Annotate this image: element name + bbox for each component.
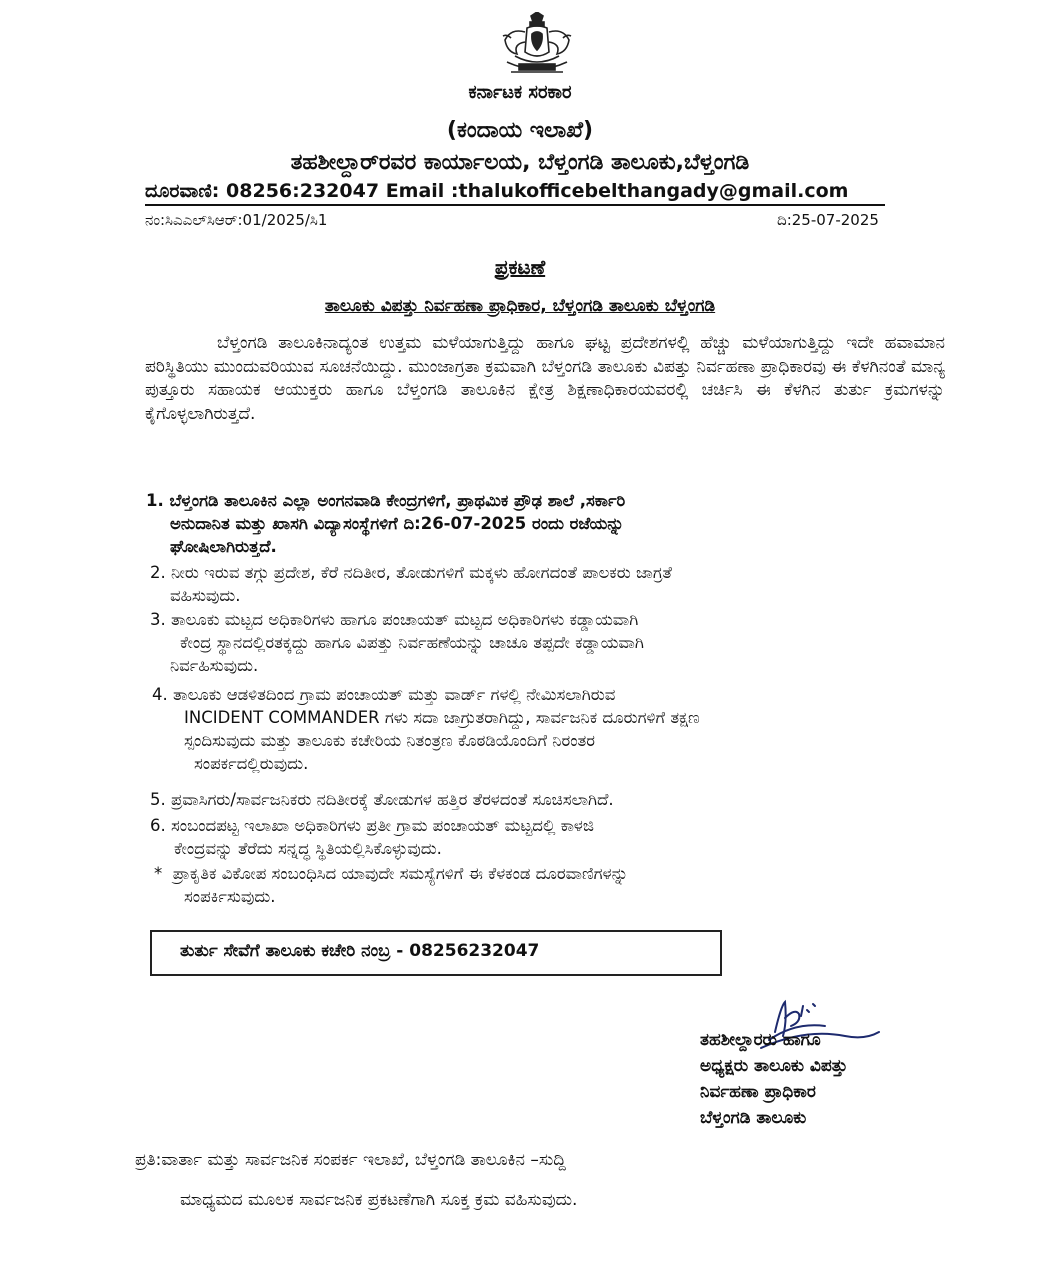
phone-number: 08256:232047	[226, 180, 380, 202]
emergency-contact-text: ತುರ್ತು ಸೇವೆಗೆ ತಾಲೂಕು ಕಚೇರಿ ನಂಬ್ರ - 08256232047	[180, 941, 540, 961]
item-line: ತಾಲೂಕು ಆಡಳಿತದಿಂದ ಗ್ರಾಮ ಪಂಚಾಯತ್ ಮತ್ತು ವಾರ್ಡ್ ಗಳಲ್ಲಿ ನೇಮಿಸಲಾಗಿರುವ	[173, 685, 616, 704]
header-divider	[145, 204, 885, 206]
item-number: 1.	[146, 491, 164, 510]
item-line: ಅನುದಾನಿತ ಮತ್ತು ಖಾಸಗಿ ವಿದ್ಯಾಸಂಸ್ಥೆಗಳಿಗೆ ದಿ:26-07-2025 ರಂದು ರಜೆಯನ್ನು	[170, 514, 624, 533]
item-line: ಸಂಪರ್ಕಿಸುವುದು.	[184, 887, 276, 906]
contact-line	[145, 180, 848, 202]
reference-number: ನಂ:ಸಿಎಎಲ್‌ಸಿಆರ್:01/2025/ಸಿ1	[145, 211, 328, 229]
item-line: ಬೆಳ್ತಂಗಡಿ ತಾಲೂಕಿನ ಎಲ್ಲಾ ಅಂಗನವಾಡಿ ಕೇಂದ್ರಗಳಿಗೆ, ಪ್ರಾಥಮಿಕ ಪ್ರೌಢ ಶಾಲೆ ,ಸರ್ಕಾರಿ	[169, 491, 626, 510]
signatory-line: ಬೆಳ್ತಂಗಡಿ ತಾಲೂಕು	[700, 1108, 807, 1128]
item-line: ಪ್ರವಾಸಿಗರು/ಸಾರ್ವಜನಿಕರು ನದಿತೀರಕ್ಕೆ ತೋಡುಗಳ ಹತ್ತಿರ ತೆರಳದಂತೆ ಸೂಚಿಸಲಾಗಿದೆ.	[171, 790, 614, 809]
list-item	[152, 683, 700, 775]
item-number: *	[154, 864, 163, 883]
list-item	[146, 489, 625, 558]
email-address: thalukofficebelthangady@gmail.com	[458, 180, 849, 202]
item-line: ಕೇಂದ್ರ ಸ್ಥಾನದಲ್ಲಿರತಕ್ಕದ್ದು ಹಾಗೂ ವಿಪತ್ತು ನಿರ್ವಹಣೆಯನ್ನು ಚಾಚೂ ತಪ್ಪದೇ ಕಡ್ಡಾಯವಾಗಿ	[180, 633, 644, 652]
item-line: ನೀರು ಇರುವ ತಗ್ಗು ಪ್ರದೇಶ, ಕೆರೆ ನದಿತೀರ, ತೋಡುಗಳಿಗೆ ಮಕ್ಕಳು ಹೋಗದಂತೆ ಪಾಲಕರು ಜಾಗ್ರತೆ	[171, 563, 672, 582]
item-number: 5.	[150, 790, 166, 809]
item-line: ತಾಲೂಕು ಮಟ್ಟದ ಅಧಿಕಾರಿಗಳು ಹಾಗೂ ಪಂಚಾಯತ್ ಮಟ್ಟದ ಅಧಿಕಾರಿಗಳು ಕಡ್ಡಾಯವಾಗಿ	[171, 610, 639, 629]
authority-heading	[0, 296, 1040, 316]
copy-to-line: ಮಾಧ್ಯಮದ ಮೂಲಕ ಸಾರ್ವಜನಿಕ ಪ್ರಕಟಣೆಗಾಗಿ ಸೂಕ್ತ ಕ್ರಮ ವಹಿಸುವುದು.	[180, 1190, 578, 1210]
item-line: ಪ್ರಾಕೃತಿಕ ವಿಕೋಪ ಸಂಬಂಧಿಸಿದ ಯಾವುದೇ ಸಮಸ್ಯೆಗಳಿಗೆ ಈ ಕೆಳಕಂಡ ದೂರವಾಣಿಗಳನ್ನು	[172, 864, 629, 883]
government-name: ಕರ್ನಾಟಕ ಸರಕಾರ	[468, 82, 572, 103]
copy-to-line: ಪ್ರತಿ:ವಾರ್ತಾ ಮತ್ತು ಸಾರ್ವಜನಿಕ ಸಂಪರ್ಕ ಇಲಾಖೆ, ಬೆಳ್ತಂಗಡಿ ತಾಲೂಕಿನ –ಸುದ್ದಿ	[135, 1150, 566, 1170]
item-line: INCIDENT COMMANDER ಗಳು ಸದಾ ಜಾಗ್ರುತರಾಗಿದ್ದು, ಸಾರ್ವಜನಿಕ ದೂರುಗಳಿಗೆ ತಕ್ಷಣ	[184, 708, 700, 727]
signatory-line: ಅಧ್ಯಕ್ಷರು ತಾಲೂಕು ವಿಪತ್ತು	[700, 1056, 848, 1076]
item-line: ವಹಿಸುವುದು.	[170, 586, 241, 605]
authority-heading-text: ತಾಲೂಕು ವಿಪತ್ತು ನಿರ್ವಹಣಾ ಪ್ರಾಧಿಕಾರ, ಬೆಳ್ತಂಗಡಿ ತಾಲೂಕು ಬೆಳ್ತಂಗಡಿ	[324, 296, 716, 316]
signatory-line: ತಹಶೀಲ್ದಾರರು ಹಾಗೂ	[700, 1030, 821, 1050]
item-number: 3.	[150, 610, 166, 629]
list-item	[150, 561, 672, 607]
department-name: (ಕಂದಾಯ ಇಲಾಖೆ)	[446, 118, 594, 143]
office-name: ತಹಶೀಲ್ದಾರ್‌ರವರ ಕಾರ್ಯಾಲಯ, ಬೆಳ್ತಂಗಡಿ ತಾಲೂಕು,ಬೆಳ್ತಂಗಡಿ	[290, 150, 750, 175]
item-number: 2.	[150, 563, 166, 582]
item-line: ಸಂಪರ್ಕದಲ್ಲಿರುವುದು.	[194, 754, 309, 773]
item-line: ಘೋಷಿಲಾಗಿರುತ್ತದೆ.	[170, 537, 277, 556]
list-item	[150, 608, 644, 677]
document-date: ದಿ:25-07-2025	[777, 211, 879, 229]
email-label: Email :	[385, 180, 459, 202]
list-item	[154, 862, 628, 908]
item-line: ನಿರ್ವಹಿಸುವುದು.	[170, 656, 259, 675]
list-item	[150, 788, 614, 811]
emergency-contact-box	[150, 930, 722, 976]
item-number: 4.	[152, 685, 168, 704]
list-item	[150, 814, 594, 860]
notice-title-text: ಪ್ರಕಟಣೆ	[494, 255, 546, 279]
notice-title	[0, 255, 1040, 279]
phone-label: ದೂರವಾಣಿ:	[145, 180, 220, 202]
intro-paragraph: ಬೆಳ್ತಂಗಡಿ ತಾಲೂಕಿನಾದ್ಯಂತ ಉತ್ತಮ ಮಳೆಯಾಗುತ್ತಿದ್ದು ಹಾಗೂ ಘಟ್ಟ ಪ್ರದೇಶಗಳಲ್ಲಿ ಹೆಚ್ಚು ಮಳೆಯಾಗುತ್ತಿದ್ದು ಇದೇ ಹವಾಮಾನ ಪರಿಸ್ಥಿತಿಯು ಮುಂದುವರಿಯುವ ಸೂಚನೆಯಿದ್ದು. ಮುಂಜಾಗ್ರತಾ ಕ್ರಮವಾಗಿ ಬೆಳ್ತಂಗಡಿ ತಾಲೂಕು ವಿಪತ್ತು ನಿರ್ವಹಣಾ ಪ್ರಾಧಿಕಾರವು ಈ ಕೆಳಗಿನಂತೆ ಮಾನ್ಯ ಪುತ್ತೂರು ಸಹಾಯಕ ಆಯುಕ್ತರು ಹಾಗೂ ಬೆಳ್ತಂಗಡಿ ತಾಲೂಕಿನ ಕ್ಷೇತ್ರ ಶಿಕ್ಷಣಾಧಿಕಾರಯವರಲ್ಲಿ ಚರ್ಚಿಸಿ ಈ ಕೆಳಗಿನ ತುರ್ತು ಕ್ರಮಗಳನ್ನು ಕೈಗೊಳ್ಳಲಾಗಿರುತ್ತದೆ.	[145, 333, 945, 424]
item-line: ಸ್ಪಂದಿಸುವುದು ಮತ್ತು ತಾಲೂಕು ಕಚೇರಿಯ ನಿತಂತ್ರಣ ಕೊಠಡಿಯೊಂದಿಗೆ ನಿರಂತರ	[184, 731, 595, 750]
item-line: ಸಂಬಂದಪಟ್ಟ ಇಲಾಖಾ ಅಧಿಕಾರಿಗಳು ಪ್ರತೀ ಗ್ರಾಮ ಪಂಚಾಯತ್ ಮಟ್ಟದಲ್ಲಿ ಕಾಳಜಿ	[171, 816, 594, 835]
signatory-line: ನಿರ್ವಹಣಾ ಪ್ರಾಧಿಕಾರ	[700, 1082, 816, 1102]
item-number: 6.	[150, 816, 166, 835]
item-line: ಕೇಂದ್ರವನ್ನು ತೆರೆದು ಸನ್ನದ್ಧ ಸ್ಥಿತಿಯಲ್ಲಿಸಿಕೊಳ್ಳುವುದು.	[174, 839, 442, 858]
state-emblem-icon	[497, 12, 577, 80]
